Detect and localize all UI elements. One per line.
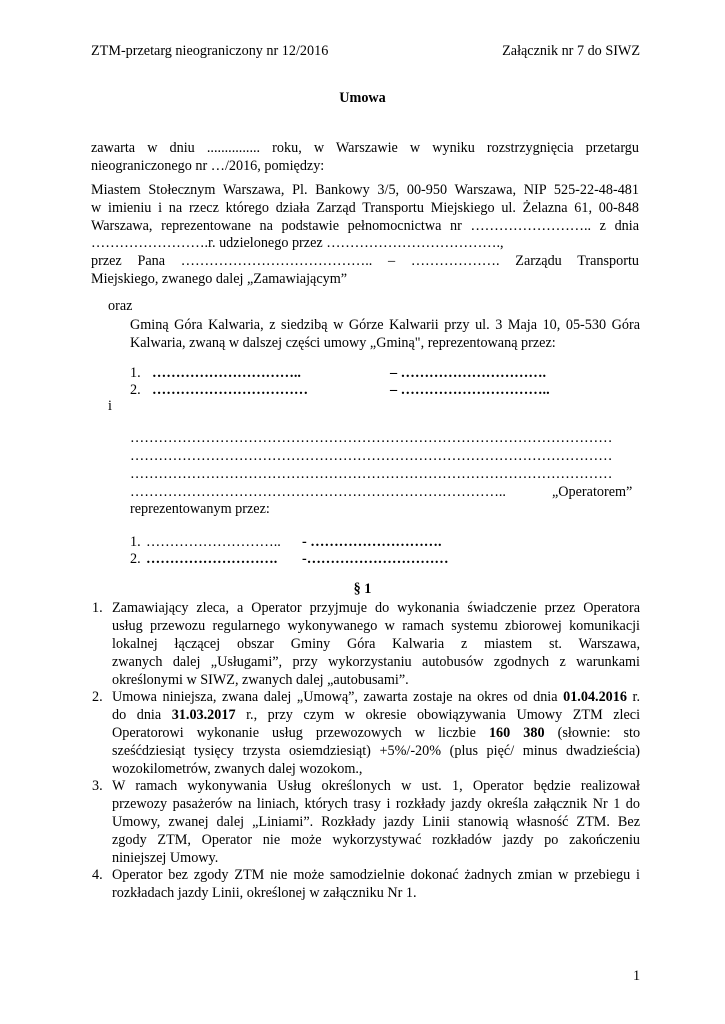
document-title: Umowa <box>339 90 386 106</box>
oraz-label: oraz <box>108 298 133 314</box>
gmina-line-1: Gminą Góra Kalwaria, z siedzibą w Górze Kalwarii przy ul. 3 Maja 10, 05-530 Góra <box>130 317 640 333</box>
item-2-line-1 <box>112 688 640 706</box>
operator-rep-2-name: ………………………. <box>146 551 278 567</box>
operator-rep-label: reprezentowanym przez: <box>130 501 270 517</box>
gmina-rep-2-role: – ………………………….. <box>390 382 550 398</box>
item-1-line: usług przewozu regularnego wykonywanego w ramach systemu zbiorowej komunikacji <box>112 618 640 634</box>
item-1-number: 1. <box>92 600 103 616</box>
operator-label: „Operatorem” <box>552 484 633 500</box>
operator-line-2: ………………………………………………………………………………………… <box>130 448 613 464</box>
city-line-5: przez Pana ………………………………….. – ………………. Zarządu Transportu <box>91 253 639 269</box>
operator-rep-1-name: ……………………….. <box>146 534 281 550</box>
item-1-line: lokalnej łączącej obszar Gminy Góra Kalwaria z miastem st. Warszawa, <box>112 636 640 652</box>
operator-line-3: ………………………………………………………………………………………… <box>130 466 613 482</box>
item-2-line-3 <box>112 724 640 742</box>
operator-rep-1-role: - ………………………. <box>302 534 442 550</box>
i-label: i <box>108 398 112 414</box>
gmina-rep-2-num: 2. <box>130 382 141 398</box>
operator-rep-2-role: -………………………… <box>302 551 449 567</box>
gmina-rep-1-name: ………………………….. <box>152 365 301 381</box>
gmina-line-2: Kalwaria, zwaną w dalszej części umowy „Gminą", reprezentowaną przez: <box>130 335 556 351</box>
item-1-line: zwanych dalej „Usługami”, przy wykorzystaniu autobusów zgodnych z warunkami <box>112 654 640 670</box>
start-date: 01.04.2016 <box>563 689 627 705</box>
city-line-1: Miastem Stołecznym Warszawa, Pl. Bankowy 3/5, 00-950 Warszawa, NIP 525-22-48-481 <box>91 182 639 198</box>
operator-rep-1-num: 1. <box>130 534 141 550</box>
item-4-number: 4. <box>92 867 103 883</box>
gmina-rep-1-num: 1. <box>130 365 141 381</box>
city-line-4: …………………….r. udzielonego przez ………………………………., <box>91 235 504 251</box>
item-2-number: 2. <box>92 689 103 705</box>
operator-line-1: ………………………………………………………………………………………… <box>130 430 613 446</box>
item-4-line: Operator bez zgody ZTM nie może samodzielnie dokonać żadnych zmian w przebiegu i <box>112 867 640 883</box>
item-4-line: rozkładach jazdy Linii, określonej w załączniku Nr 1. <box>112 885 417 901</box>
city-line-3: Warszawa, reprezentowane na podstawie pełnomocnictwa nr …………………….. z dnia <box>91 218 639 234</box>
item-3-line: Umowy, zwanej dalej „Liniami”. Rozkłady jazdy Linii stanowią własność ZTM. Bez <box>112 814 640 830</box>
item-3-line: zgody ZTM, Operator nie może wykorzystywać rozkładów jazdy po zakończeniu <box>112 832 640 848</box>
header-right: Załącznik nr 7 do SIWZ <box>502 43 640 59</box>
item-1-line: Zamawiający zleca, a Operator przyjmuje do wykonania świadczenie przez Operatora <box>112 600 640 616</box>
operator-line-4: …………………………………………………………………….. <box>130 484 506 500</box>
item-2-text: r. <box>632 689 641 705</box>
item-2-line-4: sześćdziesiąt tysięcy trzysta osiemdziesiąt) +5%/-20% (plus pięć/ minus dwadzieścia) <box>112 743 640 759</box>
item-3-line: przewozy pasażerów na liniach, których trasy i rozkłady jazdy określa załącznik Nr 1 do <box>112 796 640 812</box>
section-heading: § 1 <box>353 581 372 597</box>
item-2-text: r., przy czym w okresie obowiązywania Umowy ZTM zleci <box>246 707 641 723</box>
city-line-2: w imieniu i na rzecz którego działa Zarząd Transportu Miejskiego ul. Żelazna 61, 00-848 <box>91 200 639 216</box>
service-volume: 160 380 <box>488 725 545 741</box>
operator-rep-2-num: 2. <box>130 551 141 567</box>
gmina-rep-1-role: – …………………………. <box>390 365 547 381</box>
item-2-text: Umowa niniejsza, zwana dalej „Umową”, zawarta zostaje na okres od dnia <box>112 689 558 705</box>
end-date: 31.03.2017 <box>171 707 236 723</box>
item-2-text: Operatorowi wykonanie usług przewozowych w liczbie <box>112 725 476 741</box>
header-left: ZTM-przetarg nieograniczony nr 12/2016 <box>91 43 329 59</box>
page-number: 1 <box>633 968 641 984</box>
item-3-number: 3. <box>92 778 103 794</box>
item-1-line: określonymi w SIWZ, zwanych dalej „autobusami”. <box>112 672 409 688</box>
intro-line-2: nieograniczonego nr …/2016, pomiędzy: <box>91 158 325 174</box>
city-line-6: Miejskiego, zwanego dalej „Zamawiającym” <box>91 271 348 287</box>
item-2-text: (słownie: sto <box>557 725 641 741</box>
item-2-text: do dnia <box>112 707 162 723</box>
intro-line-1: zawarta w dniu ............... roku, w Warszawie w wyniku rozstrzygnięcia przetargu <box>91 140 639 156</box>
item-3-line: niniejszej Umowy. <box>112 850 219 866</box>
item-2-line-2 <box>112 706 640 724</box>
gmina-rep-2-name: …………………………… <box>152 382 309 398</box>
item-2-line-5: wozokilometrów, zwanych dalej wozokom., <box>112 761 363 777</box>
item-3-line: W ramach wykonywania Usług określonych w ust. 1, Operator będzie realizował <box>112 778 640 794</box>
